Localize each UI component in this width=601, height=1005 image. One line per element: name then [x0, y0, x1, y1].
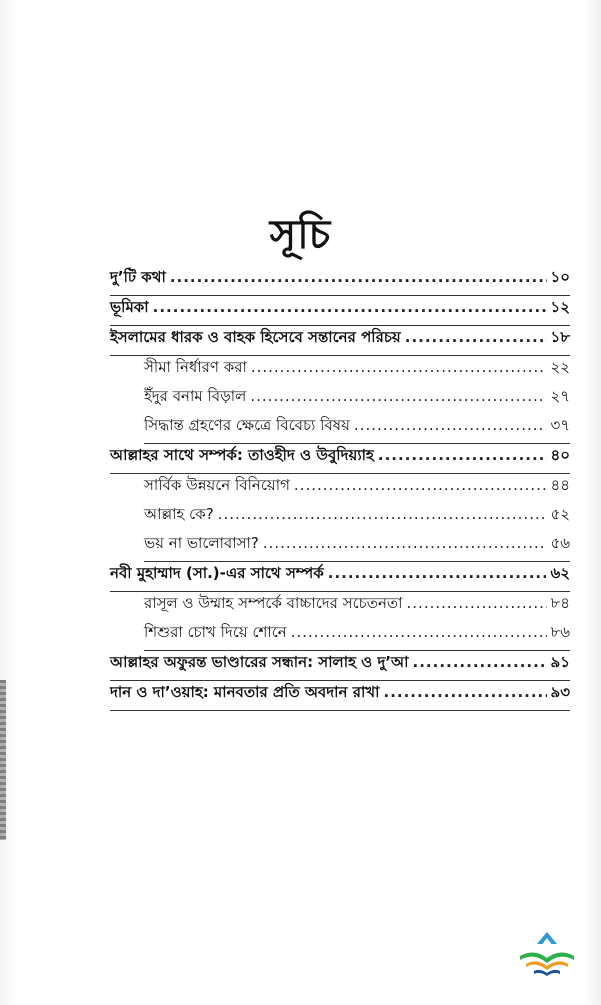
toc-entry-title: দান ও দা’ওয়াহ: মানবতার প্রতি অবদান রাখা [110, 683, 380, 701]
toc-entry-page-number: ৮৬ [550, 623, 570, 641]
toc-entry-title: আল্লাহর অফুরন্ত ভাণ্ডারের সন্ধান: সালাহ ও দু’আ [110, 653, 409, 671]
toc-entry [110, 266, 570, 296]
toc-entry [110, 562, 570, 592]
toc-entry [144, 356, 570, 385]
toc-entry-page-number: ১২ [550, 298, 570, 316]
toc-entry-title: ভূমিকা [110, 298, 149, 316]
dot-leader [407, 594, 547, 612]
toc-entry-page-number: ৫২ [550, 505, 570, 523]
toc-entry-title: ইসলামের ধারক ও বাহক হিসেবে সন্তানের পরিচয় [110, 328, 401, 346]
dot-leader [291, 623, 547, 641]
dot-leader [218, 505, 547, 523]
toc-entry [110, 296, 570, 326]
toc-entry [144, 474, 570, 503]
toc-entry-title: আল্লাহ কে? [144, 505, 214, 523]
dot-leader [328, 564, 547, 582]
toc-entry-page-number: ৯৩ [550, 683, 570, 701]
toc-entry-title: সার্বিক উন্নয়নে বিনিয়োগ [144, 476, 290, 494]
dot-leader [170, 268, 547, 286]
dot-leader [354, 416, 547, 434]
toc-entry-title: রাসূল ও উম্মাহ সম্পর্কে বাচ্চাদের সচেতনতা [144, 594, 403, 612]
toc-entry-title: সীমা নির্ধারণ করা [144, 358, 247, 376]
toc-entry-title: ভয় না ভালোবাসা? [144, 534, 259, 552]
toc-entry-title: নবী মুহাম্মাদ (সা.)-এর সাথে সম্পর্ক [110, 564, 324, 582]
toc-entry-page-number: ৩৭ [550, 416, 570, 434]
dot-leader [378, 446, 547, 464]
toc-entry-page-number: ১৮ [550, 328, 570, 346]
toc-entry [144, 503, 570, 532]
toc-entry-page-number: ২২ [550, 358, 570, 376]
dot-leader [413, 653, 547, 671]
toc-entry [144, 532, 570, 562]
toc-entry [110, 681, 570, 711]
toc-entry-title: আল্লাহর সাথে সম্পর্ক: তাওহীদ ও উবুদিয়্যাহ [110, 446, 374, 464]
toc-entry [144, 385, 570, 414]
toc-entry-title: শিশুরা চোখ দিয়ে শোনে [144, 623, 287, 641]
toc-entry-title: সিদ্ধান্ত গ্রহণের ক্ষেত্রে বিবেচ্য বিষয় [144, 416, 350, 434]
page-title: সূচি [269, 211, 332, 258]
toc-entry-title: দু’টি কথা [110, 268, 166, 286]
dot-leader [405, 328, 547, 346]
toc-entry-page-number: ৪০ [550, 446, 570, 464]
toc-entry [110, 444, 570, 474]
toc-entry [144, 414, 570, 444]
dot-leader [384, 683, 547, 701]
toc-entry-page-number: ৫৬ [550, 534, 570, 552]
dot-leader [250, 387, 546, 405]
toc-entry-page-number: ২৭ [550, 387, 570, 405]
dot-leader [153, 298, 547, 316]
toc-entry-page-number: ১০ [550, 268, 570, 286]
toc-entry [144, 592, 570, 621]
toc-entry-page-number: ৪৪ [550, 476, 570, 494]
toc-entry-page-number: ৯১ [550, 653, 570, 671]
toc-entry-title: ইঁদুর বনাম বিড়াল [144, 387, 247, 405]
toc-entry [144, 621, 570, 651]
dot-leader [263, 534, 547, 552]
spine-edge [0, 680, 6, 840]
toc-entry [110, 651, 570, 681]
toc-entry-page-number: ৬২ [550, 564, 570, 582]
publisher-logo-icon [518, 930, 576, 978]
dot-leader [294, 476, 547, 494]
toc-entry [110, 326, 570, 356]
table-of-contents [110, 266, 570, 711]
dot-leader [251, 358, 547, 376]
toc-entry-page-number: ৮৪ [550, 594, 570, 612]
